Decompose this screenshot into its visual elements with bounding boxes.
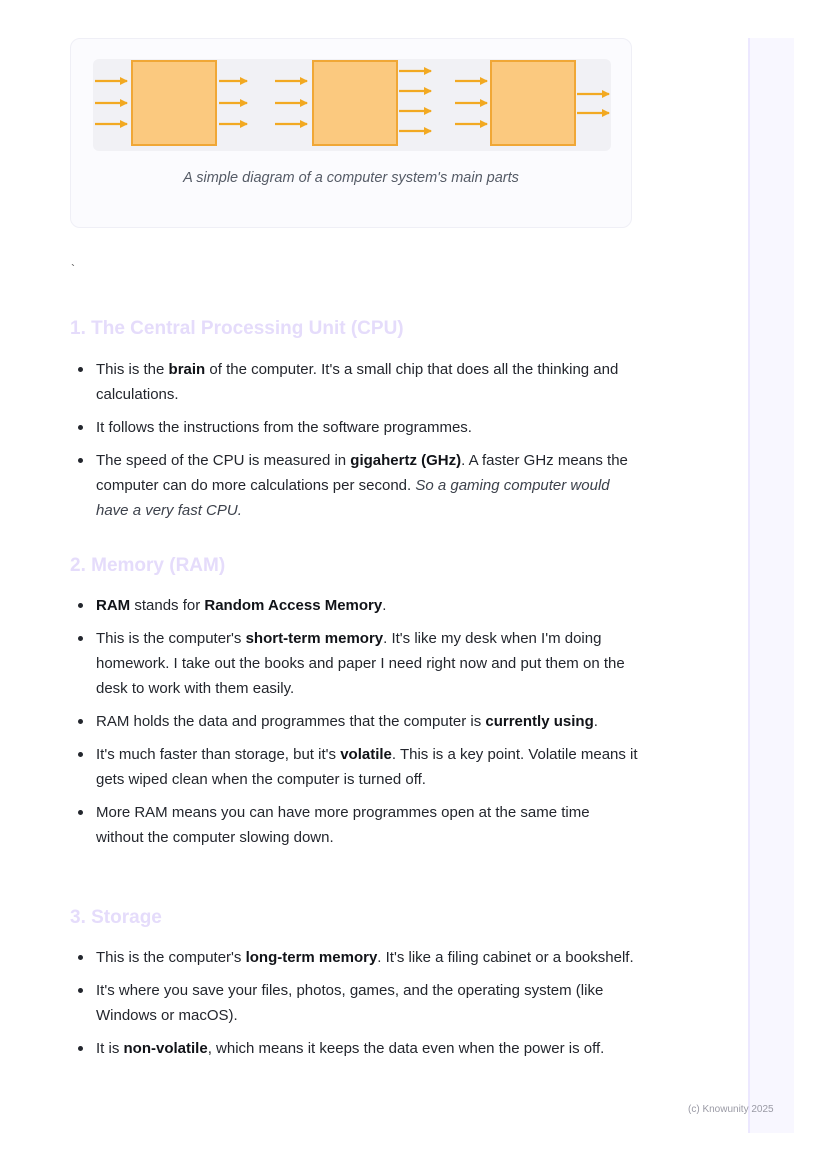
bold-term: brain	[168, 361, 206, 378]
bullet-item	[70, 626, 640, 701]
bullet-item	[70, 448, 640, 523]
bullet-text: . A faster GHz means the computer can do more calculations per second.	[96, 452, 628, 494]
bold-term: long-term memory	[245, 949, 378, 966]
component-box-3	[491, 61, 575, 145]
component-box-2	[313, 61, 397, 145]
bullet-text: This is the computer's	[96, 949, 246, 966]
cpu-bullet-list	[70, 357, 640, 531]
bullet-text: This is the	[96, 361, 169, 378]
bullet-text: stands for	[130, 597, 205, 614]
bullet-item	[70, 800, 640, 850]
bullet-item	[70, 1036, 640, 1061]
bullet-text: It follows the instructions from the software programmes.	[96, 419, 472, 436]
bold-term: gigahertz (GHz)	[350, 452, 462, 469]
memory-bullet-list	[70, 593, 640, 858]
bold-term: Random Access Memory	[204, 597, 383, 614]
bullet-text: .	[382, 597, 387, 614]
bullet-item	[70, 415, 640, 440]
bold-term: non-volatile	[123, 1040, 208, 1057]
bullet-text: More RAM means you can have more programmes open at the same time without the computer slowing down.	[96, 804, 590, 846]
bullet-text: The speed of the CPU is measured in	[96, 452, 351, 469]
bold-term: RAM	[96, 597, 131, 614]
bullet-text: It is	[96, 1040, 124, 1057]
component-box-1	[132, 61, 216, 145]
diagram-figure	[70, 38, 632, 228]
section-title-cpu: 1. The Central Processing Unit (CPU)	[70, 318, 404, 339]
storage-bullet-list	[70, 945, 640, 1069]
bullet-item	[70, 593, 640, 618]
bold-term: currently using	[485, 713, 594, 730]
bold-term: volatile	[340, 746, 392, 763]
computer-system-diagram	[93, 59, 611, 151]
bullet-text: This is the computer's	[96, 630, 246, 647]
diagram-svg	[93, 59, 611, 151]
bullet-item	[70, 357, 640, 407]
italic-note: So a gaming computer would have a very fast CPU.	[96, 477, 610, 519]
figure-caption: A simple diagram of a computer system's main parts	[183, 170, 519, 186]
bullet-text: It's much faster than storage, but it's	[96, 746, 341, 763]
bullet-item	[70, 742, 640, 792]
bullet-text: RAM holds the data and programmes that the computer is	[96, 713, 486, 730]
bullet-text: of the computer. It's a small chip that does all the thinking and calculations.	[96, 361, 619, 403]
bullet-item	[70, 978, 640, 1028]
bullet-item	[70, 709, 640, 734]
copyright-footer: (c) Knowunity 2025	[688, 1104, 774, 1115]
bullet-text: . It's like a filing cabinet or a bookshelf.	[377, 949, 634, 966]
section-title-storage: 3. Storage	[70, 907, 162, 928]
bullet-item	[70, 945, 640, 970]
bullet-text: . It's like my desk when I'm doing homework. I take out the books and paper I need right now and put them on the desk to work with them easily.	[96, 630, 625, 697]
stray-mark: `	[71, 262, 75, 276]
bullet-text: , which means it keeps the data even when the power is off.	[207, 1040, 605, 1057]
bullet-text: It's where you save your files, photos, games, and the operating system (like Windows or macOS).	[96, 982, 604, 1024]
bold-term: short-term memory	[245, 630, 384, 647]
right-sidebar-panel	[748, 38, 794, 1133]
section-title-memory: 2. Memory (RAM)	[70, 555, 226, 576]
bullet-text: .	[593, 713, 598, 730]
bullet-text: . This is a key point. Volatile means it gets wiped clean when the computer is turned off.	[96, 746, 638, 788]
